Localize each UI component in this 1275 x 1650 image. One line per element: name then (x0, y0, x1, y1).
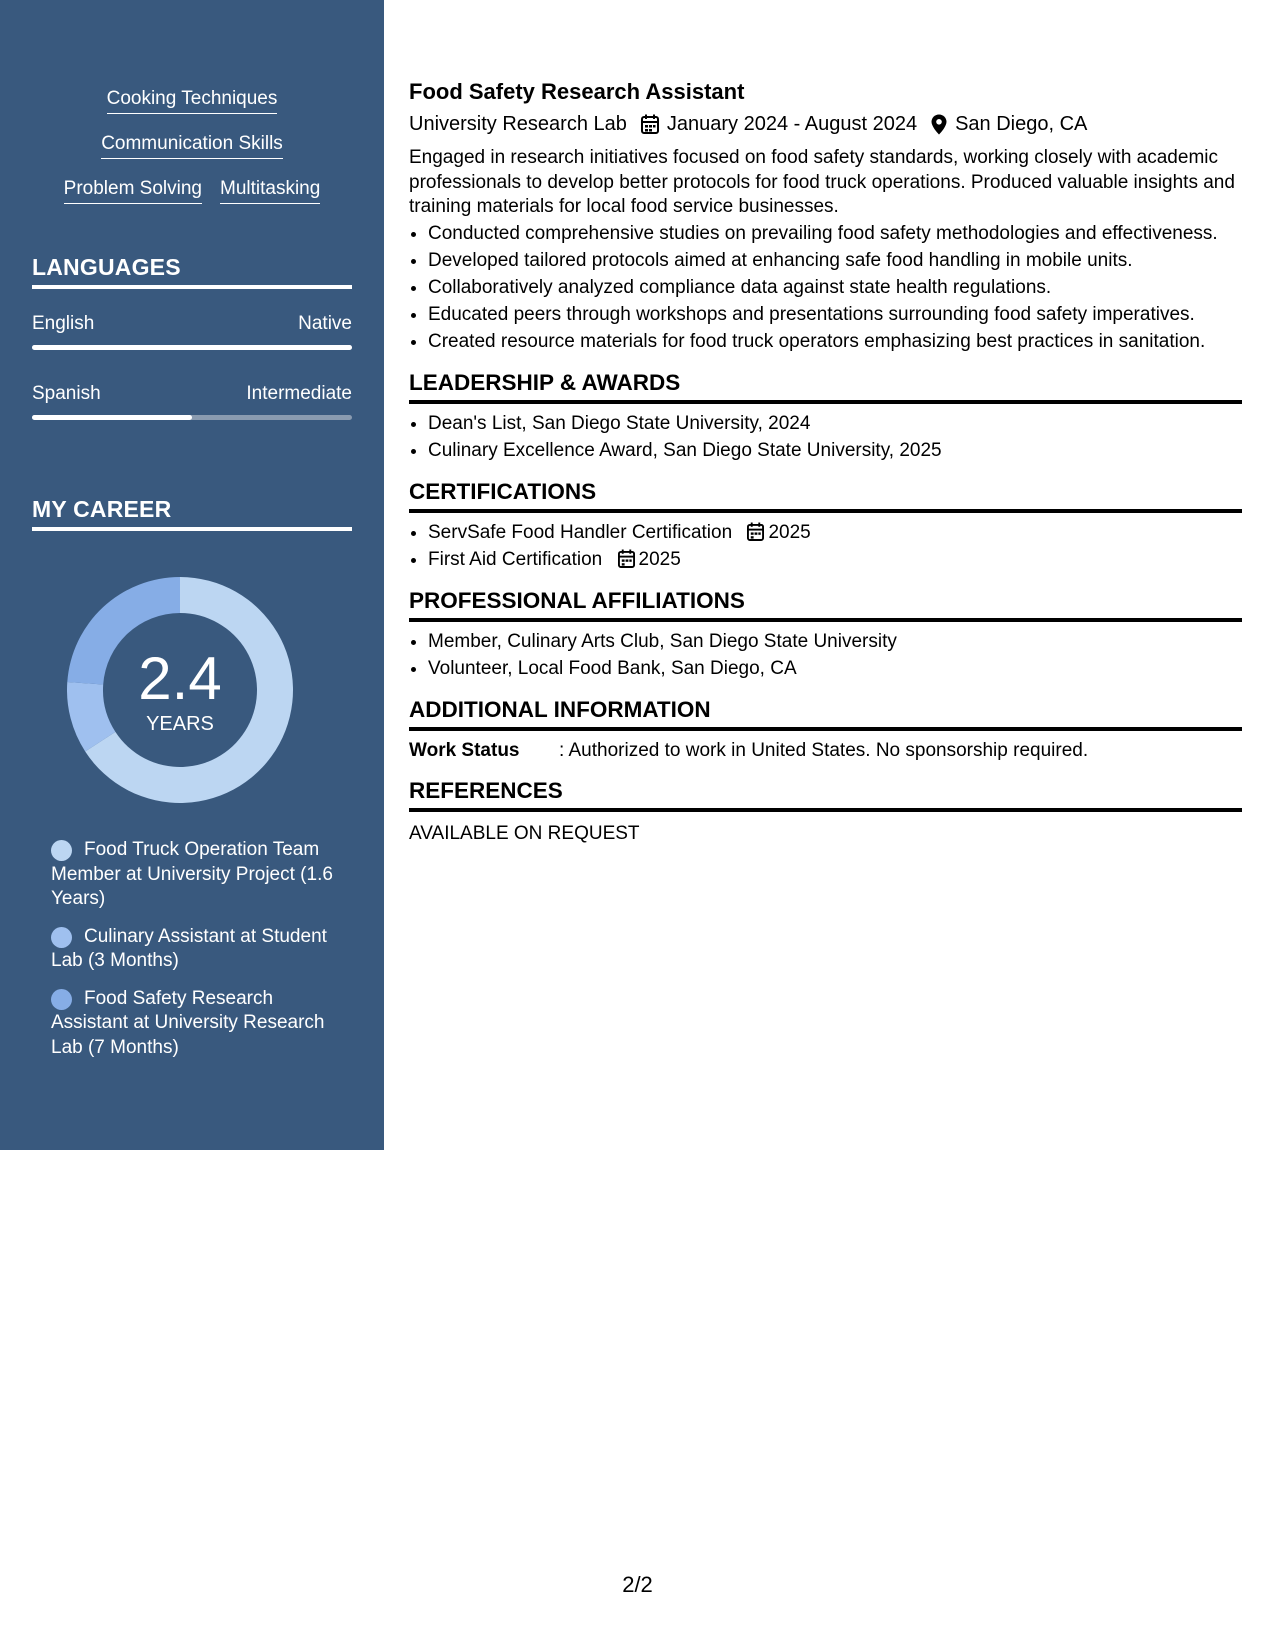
list-item: • Volunteer, Local Food Bank, San Diego, CA (428, 655, 1242, 682)
job-bullet: • Developed tailored protocols aimed at enhancing safe food handling in mobile units. (428, 247, 1242, 274)
leadership-list (409, 410, 1242, 464)
work-status-value: : Authorized to work in United States. No sponsorship required. (559, 739, 1089, 761)
language-english (32, 312, 352, 350)
job-meta (409, 110, 1242, 138)
language-name: Spanish (32, 383, 101, 404)
list-item: • Member, Culinary Arts Club, San Diego State University (428, 628, 1242, 655)
sidebar (0, 0, 384, 1150)
page-number: 2/2 (622, 1572, 653, 1597)
job-company: University Research Lab (409, 113, 627, 135)
skill-tag[interactable]: Cooking Techniques (107, 86, 278, 114)
job-bullet: • Educated peers through workshops and presentations surrounding food safety imperatives. (428, 301, 1242, 328)
language-level: Native (298, 313, 352, 334)
certification-year: 2025 (768, 521, 811, 543)
job-bullet: • Conducted comprehensive studies on prevailing food safety methodologies and effectiveness. (428, 220, 1242, 247)
location-pin-icon (931, 114, 947, 135)
affiliations-heading: PROFESSIONAL AFFILIATIONS (409, 587, 1242, 622)
career-total-years: 2.4 (138, 645, 222, 712)
legend-dot (51, 840, 72, 861)
references-heading: REFERENCES (409, 777, 1242, 812)
legend-dot (51, 989, 72, 1010)
work-status-label: Work Status (409, 739, 520, 761)
career-legend-item (51, 987, 341, 1061)
affiliations-list (409, 628, 1242, 682)
job-entry (409, 78, 1242, 355)
list-item: • Culinary Excellence Award, San Diego State University, 2025 (428, 437, 1242, 464)
certification-item (428, 519, 1242, 546)
certifications-heading: CERTIFICATIONS (409, 478, 1242, 513)
certifications-list (409, 519, 1242, 573)
language-spanish (32, 382, 352, 420)
references-text: AVAILABLE ON REQUEST (409, 822, 640, 844)
career-heading: MY CAREER (32, 496, 352, 531)
legend-dot (51, 927, 72, 948)
job-bullet: • Collaboratively analyzed compliance data against state health regulations. (428, 274, 1242, 301)
job-bullets (409, 220, 1242, 355)
list-item: • Dean's List, San Diego State University, 2024 (428, 410, 1242, 437)
language-proficiency-bar (32, 345, 352, 350)
job-location: San Diego, CA (955, 113, 1088, 135)
skill-tag[interactable]: Communication Skills (101, 131, 283, 159)
certification-item (428, 546, 1242, 573)
job-description: Engaged in research initiatives focused on food safety standards, working closely with academic professionals to develop better protocols for food truck operations. Produced valuable insights and training materials for local food service businesses. (409, 147, 1235, 217)
career-legend (51, 838, 341, 1073)
language-proficiency-fill (32, 415, 192, 420)
career-legend-item (51, 925, 341, 974)
skills-list (0, 86, 384, 221)
leadership-heading: LEADERSHIP & AWARDS (409, 369, 1242, 404)
additional-info-heading: ADDITIONAL INFORMATION (409, 696, 1242, 731)
language-proficiency-bar (32, 415, 352, 420)
job-title: Food Safety Research Assistant (409, 79, 745, 104)
calendar-icon (747, 522, 764, 541)
career-legend-label: Food Safety Research Assistant at University Research Lab (7 Months) (51, 987, 325, 1058)
career-legend-label: Culinary Assistant at Student Lab (3 Months) (51, 925, 327, 971)
certification-year: 2025 (638, 548, 681, 570)
job-dates: January 2024 - August 2024 (666, 113, 918, 135)
career-years-unit: YEARS (146, 713, 214, 735)
calendar-icon (641, 114, 659, 134)
languages-heading: LANGUAGES (32, 254, 352, 289)
language-proficiency-fill (32, 345, 352, 350)
language-name: English (32, 313, 95, 334)
skill-tag[interactable]: Problem Solving (64, 176, 202, 204)
language-level: Intermediate (246, 383, 352, 404)
certification-name: First Aid Certification (428, 548, 603, 570)
work-status-row (409, 739, 1242, 763)
career-legend-item (51, 838, 341, 912)
main-content (409, 78, 1242, 846)
certification-name: ServSafe Food Handler Certification (428, 521, 733, 543)
career-legend-label: Food Truck Operation Team Member at University Project (1.6 Years) (51, 839, 333, 909)
job-bullet: • Created resource materials for food truck operators emphasizing best practices in sanitation. (428, 328, 1242, 355)
career-donut-chart (67, 577, 293, 803)
calendar-icon (618, 549, 635, 568)
skill-tag[interactable]: Multitasking (220, 176, 320, 204)
